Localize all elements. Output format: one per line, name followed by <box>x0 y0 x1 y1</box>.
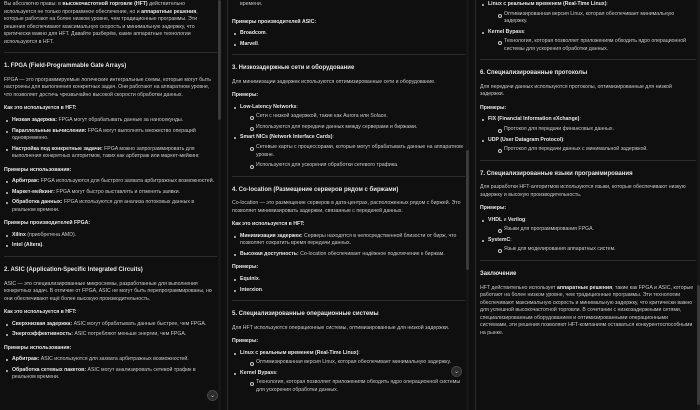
sub-list-item: Технология, которая позволяет приложениям обходить ядро операционной системы для ускорения обработки данных. <box>248 379 465 394</box>
bullet-list <box>480 1 696 53</box>
list-item-label: Арбитраж: <box>12 356 40 363</box>
list-item-label: Арбитраж: <box>12 178 40 185</box>
chat-panel-middle <box>227 0 469 410</box>
chevron-down-icon: ⌄ <box>453 368 460 375</box>
list-item <box>232 251 465 259</box>
list-item-text: (приобретена AMD). <box>25 231 77 238</box>
message-content <box>4 1 217 385</box>
bullet-list <box>4 356 217 382</box>
list-item-text: . <box>42 242 44 249</box>
text: , такие как FPGA и ASIC, которые работают на более низком уровне, чем традиционные программы. Эти технологии обеспечивают максимальную скорость и минимальную задержку, что критически важно для успешной высокочастотной торговли. В сочетании с низкозадержными сетями, специализированным оборудованием и оптимизированными операционными системами, эти решения позволяют HFT-компаниям оставаться конкурентоспособными на рынке. <box>480 284 694 336</box>
list-item-text: FPGA могут обрабатывать данные за наносекунды. <box>57 117 184 123</box>
sub-list <box>248 144 465 170</box>
section-heading-os: 5. Специализированные операционные системы <box>232 311 379 318</box>
list-item-label: Linux с реальным временем (Real-Time Linux) <box>240 349 359 356</box>
list-item <box>480 217 696 234</box>
scrollbar[interactable] <box>466 0 469 410</box>
list-item-label: UDP (User Datagram Protocol) <box>488 136 564 143</box>
subheading: Как это используется в HFT: <box>232 221 305 228</box>
sub-list-item: Оптимизированная версия Linux, которая обеспечивает минимальную задержку. <box>496 11 696 26</box>
list-item-text: ASIC могут анализировать сетевой трафик в реальном времени. <box>12 366 196 381</box>
section-heading-asic: 2. ASIC (Application-Specific Integrated Circuits) <box>4 266 143 273</box>
list-item <box>480 116 696 133</box>
list-item-text: и <box>502 216 508 223</box>
sub-list <box>248 113 465 131</box>
list-item-label: VHDL <box>488 216 503 223</box>
divider <box>4 256 217 257</box>
bullet-list <box>4 321 217 339</box>
emphasis: аппаратные решения <box>141 8 197 15</box>
list-item-label: Обработка сетевых пакетов: <box>12 366 87 373</box>
bullet-list <box>4 178 217 214</box>
list-item-text: FPGA могут выполнять множество операций одновременно. <box>12 127 196 142</box>
list-item-text: : <box>579 116 581 123</box>
list-item-text: ASIC потребляют меньше энергии, чем FPGA. <box>72 331 187 338</box>
chat-panel-left <box>0 0 221 410</box>
list-item <box>232 233 465 248</box>
subheading: Примеры: <box>232 338 259 345</box>
bullet-list <box>232 350 465 395</box>
scrollbar-thumb[interactable] <box>218 0 221 120</box>
list-item <box>4 242 217 250</box>
section-text: Для HFT используются операционные системы, оптимизированные для низкой задержки. <box>232 324 450 331</box>
list-item <box>4 128 217 143</box>
list-item <box>480 29 696 54</box>
chevron-down-icon: ⌄ <box>209 392 216 399</box>
list-item-label: Энергоэффективность: <box>12 331 73 338</box>
list-item-label: Маркет-мейкинг: <box>12 188 55 195</box>
sub-list <box>496 11 696 26</box>
list-item-label: Marvell <box>240 40 258 47</box>
scrollbar-thumb[interactable] <box>466 150 469 270</box>
list-item-label: Параллельные вычисления: <box>12 127 87 134</box>
list-item-text: : <box>524 28 526 35</box>
bullet-list <box>232 233 465 259</box>
list-item-text: . <box>257 40 260 47</box>
list-item-label: Smart NICs (Network Interface Cards) <box>240 134 333 141</box>
section-text: FPGA — это программируемые логические интегральные схемы, которые могут быть настроены для выполнения конкретных задач. Они работают на аппаратном уровне, что позволяет достичь чрезвычайно высокой скорости обработки данных. <box>4 76 211 98</box>
sub-list-item: Язык для моделирования аппаратных систем. <box>496 246 696 254</box>
message-content <box>232 1 465 397</box>
subheading: Примеры: <box>480 205 507 212</box>
list-item-label: Высокая доступность: <box>240 250 299 257</box>
section-heading-languages: 7. Специализированные языки программирования <box>480 170 633 177</box>
sub-list-item: Протокол для передачи финансовых данных. <box>496 126 696 134</box>
text: действительно используется не только программное обеспечение, но и <box>4 1 186 15</box>
subheading: Примеры: <box>232 92 259 99</box>
list-item-label: Intel (Altera) <box>12 242 43 249</box>
bullet-list <box>232 30 465 48</box>
list-item-text: : <box>332 134 334 141</box>
list-item <box>4 356 217 364</box>
list-item <box>232 276 465 284</box>
list-item-text: FPGA используются для анализа потоковых данных в реальном времени. <box>12 199 195 213</box>
sub-list <box>248 379 465 394</box>
list-item-label: Kernel Bypass <box>240 369 277 376</box>
section-heading-colocation: 4. Co-location (Размещение серверов рядом с биржами) <box>232 186 399 193</box>
list-item-text: : <box>276 369 278 376</box>
list-item-text: : <box>510 236 512 243</box>
divider <box>232 54 465 55</box>
subheading: Примеры: <box>232 264 259 271</box>
list-item <box>4 321 217 329</box>
list-item <box>232 370 465 395</box>
text: HFT действительно использует <box>480 284 558 291</box>
list-item-text: FPGA можно запрограммировать для выполнения конкретных алгоритмов, таких как арбитраж или маркет-мейкинг. <box>12 145 200 160</box>
emphasis: высокочастотной торговле (HFT) <box>62 1 148 7</box>
sub-list-item: Сети с низкой задержкой, такие как Aurora или Solace. <box>248 113 465 121</box>
list-item <box>232 350 465 367</box>
list-item-text: : <box>525 216 527 223</box>
list-item <box>4 117 217 125</box>
divider <box>232 300 465 301</box>
list-item-text: . <box>261 286 264 293</box>
list-item-text: . <box>265 30 268 37</box>
list-item-label: Xilinx <box>12 231 26 238</box>
subheading: Примеры использования: <box>4 344 72 351</box>
list-item-label: Interxion <box>240 286 262 293</box>
text: Вы абсолютно правы: в <box>4 1 63 7</box>
sub-list-item: Протокол для передачи данных с минимальной задержкой. <box>496 146 696 154</box>
scroll-down-button[interactable] <box>451 366 462 377</box>
section-heading-fpga: 1. FPGA (Field-Programmable Gate Arrays) <box>4 63 127 70</box>
bullet-list <box>4 232 217 250</box>
list-item-label: SystemC <box>488 236 511 243</box>
list-item-text: : <box>606 1 608 7</box>
section-text: времени. <box>240 1 263 7</box>
chat-panel-right <box>475 0 700 410</box>
list-item <box>4 331 217 339</box>
subheading: Примеры производителей ASIC: <box>232 18 317 25</box>
list-item-label: FIX (Financial Information eXchange) <box>488 116 580 123</box>
section-text: Для минимизации задержек используются оптимизированные сети и оборудование. <box>232 78 436 85</box>
sub-list <box>496 126 696 134</box>
list-item <box>4 178 217 186</box>
emphasis: аппаратные решения <box>557 284 613 291</box>
list-item-label: Linux с реальным временем (Real-Time Linux) <box>488 1 607 7</box>
section-text: ASIC — это специализированные микросхемы, разработанные для выполнения конкретных задач. В отличие от FPGA, ASIC не могут быть перепрограммированы, но они обеспечивают ещё более высокую производительность. <box>4 280 212 302</box>
list-item <box>4 189 217 197</box>
sub-list <box>248 359 465 367</box>
list-item <box>232 30 465 38</box>
sub-list-item: Технология, которая позволяет приложениям обходить ядро операционной системы для ускорения обработки данных. <box>496 38 696 53</box>
list-item <box>480 1 696 26</box>
list-item <box>480 137 696 154</box>
list-item-label: Низкая задержка: <box>12 117 58 123</box>
sub-list-item: Языки для программирования FPGA. <box>496 226 696 234</box>
list-item-text: ASIC используются для захвата арбитражных возможностей. <box>39 356 189 363</box>
divider <box>480 59 696 60</box>
scroll-down-button[interactable] <box>207 390 218 401</box>
subheading: Примеры использования: <box>4 166 72 173</box>
sub-list <box>496 226 696 234</box>
list-item-text: FPGA используются для быстрого захвата арбитражных возможностей. <box>39 178 215 185</box>
list-item-text: Co-location обеспечивает надёжное подключение к биржам. <box>298 250 445 257</box>
list-item <box>232 134 465 169</box>
section-heading-conclusion: Заключение <box>480 271 517 277</box>
list-item-text: ASIC могут обрабатывать данные быстрее, чем FPGA. <box>72 320 207 327</box>
subheading: Примеры производителей FPGA: <box>4 220 91 227</box>
sub-list <box>496 38 696 53</box>
sub-list <box>496 246 696 254</box>
list-item <box>4 146 217 161</box>
text: , которые работают на более низком уровне, чем традиционные программы. Эти решения обеспечивают максимальную скорость и минимальную задержку, что критически важно для HFT. Давайте разберём, какие аппаратные технологии используются в HFT. <box>4 8 198 45</box>
bullet-list <box>232 104 465 170</box>
divider <box>480 160 696 161</box>
list-item-label: Минимизация задержек: <box>240 232 303 239</box>
list-item <box>232 287 465 295</box>
bullet-list <box>480 217 696 254</box>
divider <box>232 176 465 177</box>
list-item <box>232 41 465 49</box>
conclusion-paragraph <box>480 285 696 338</box>
divider <box>480 260 696 261</box>
list-item-label: Обработка данных: <box>12 199 63 206</box>
sub-list-item: Сетевые карты с процессорами, которые могут обрабатывать данные на аппаратном уровне. <box>248 144 465 159</box>
list-item <box>480 237 696 254</box>
message-content <box>480 1 696 341</box>
section-text: Co-location — это размещение серверов в дата-центрах, расположенных рядом с биржей. Это позволяет минимизировать задержки, связанные с передачей данных. <box>232 200 461 214</box>
list-item-label: Сверхнизкая задержка: <box>12 320 73 327</box>
bullet-list <box>4 117 217 161</box>
section-heading-networks: 3. Низкозадержные сети и оборудование <box>232 65 355 72</box>
list-item-label: Verilog <box>507 216 526 223</box>
list-item <box>4 367 217 382</box>
list-item-text: FPGA могут быстро выставлять и отменять заявки. <box>54 188 181 195</box>
list-item-label: Equinix <box>240 276 259 282</box>
section-text: Для разработки HFT-алгоритмов используются языки, которые обеспечивают низкую задержку и высокую производительность. <box>480 184 686 198</box>
list-item <box>4 232 217 240</box>
list-item <box>4 199 217 214</box>
sub-list-item: Оптимизированная версия Linux, которая обеспечивает минимальную задержку. <box>248 359 465 367</box>
list-item-text: : <box>563 136 565 143</box>
subheading: Как это используется в HFT: <box>4 105 77 112</box>
bullet-list <box>480 116 696 153</box>
subheading: Как это используется в HFT: <box>4 309 77 316</box>
list-item <box>232 104 465 132</box>
sub-list-item: Используются для ускорения обработки сетевого трафика. <box>248 162 465 170</box>
list-item-label: Kernel Bypass <box>488 28 525 35</box>
list-item-text: . <box>258 276 261 282</box>
scrollbar[interactable] <box>218 0 221 410</box>
list-item-label: Low-Latency Networks <box>240 103 297 110</box>
list-item-text: Серверы находятся в непосредственной близости от бирж, что позволяет сократить время передачи данных. <box>240 232 457 247</box>
divider <box>4 52 217 53</box>
sub-list-item: Используются для передачи данных между серверами и биржами. <box>248 124 465 132</box>
list-item-text: : <box>296 103 298 110</box>
sub-list <box>496 146 696 154</box>
list-item-label: Настройка под конкретные задачи: <box>12 145 103 152</box>
list-item-label: Broadcom <box>240 30 266 37</box>
subheading: Примеры: <box>480 104 507 111</box>
list-item-text: : <box>358 349 360 356</box>
section-heading-protocols: 6. Специализированные протоколы <box>480 70 588 77</box>
intro-paragraph <box>4 1 217 46</box>
bullet-list <box>232 276 465 294</box>
section-text: Для передачи данных используются протоколы, оптимизированные для низкой задержки. <box>480 83 672 98</box>
